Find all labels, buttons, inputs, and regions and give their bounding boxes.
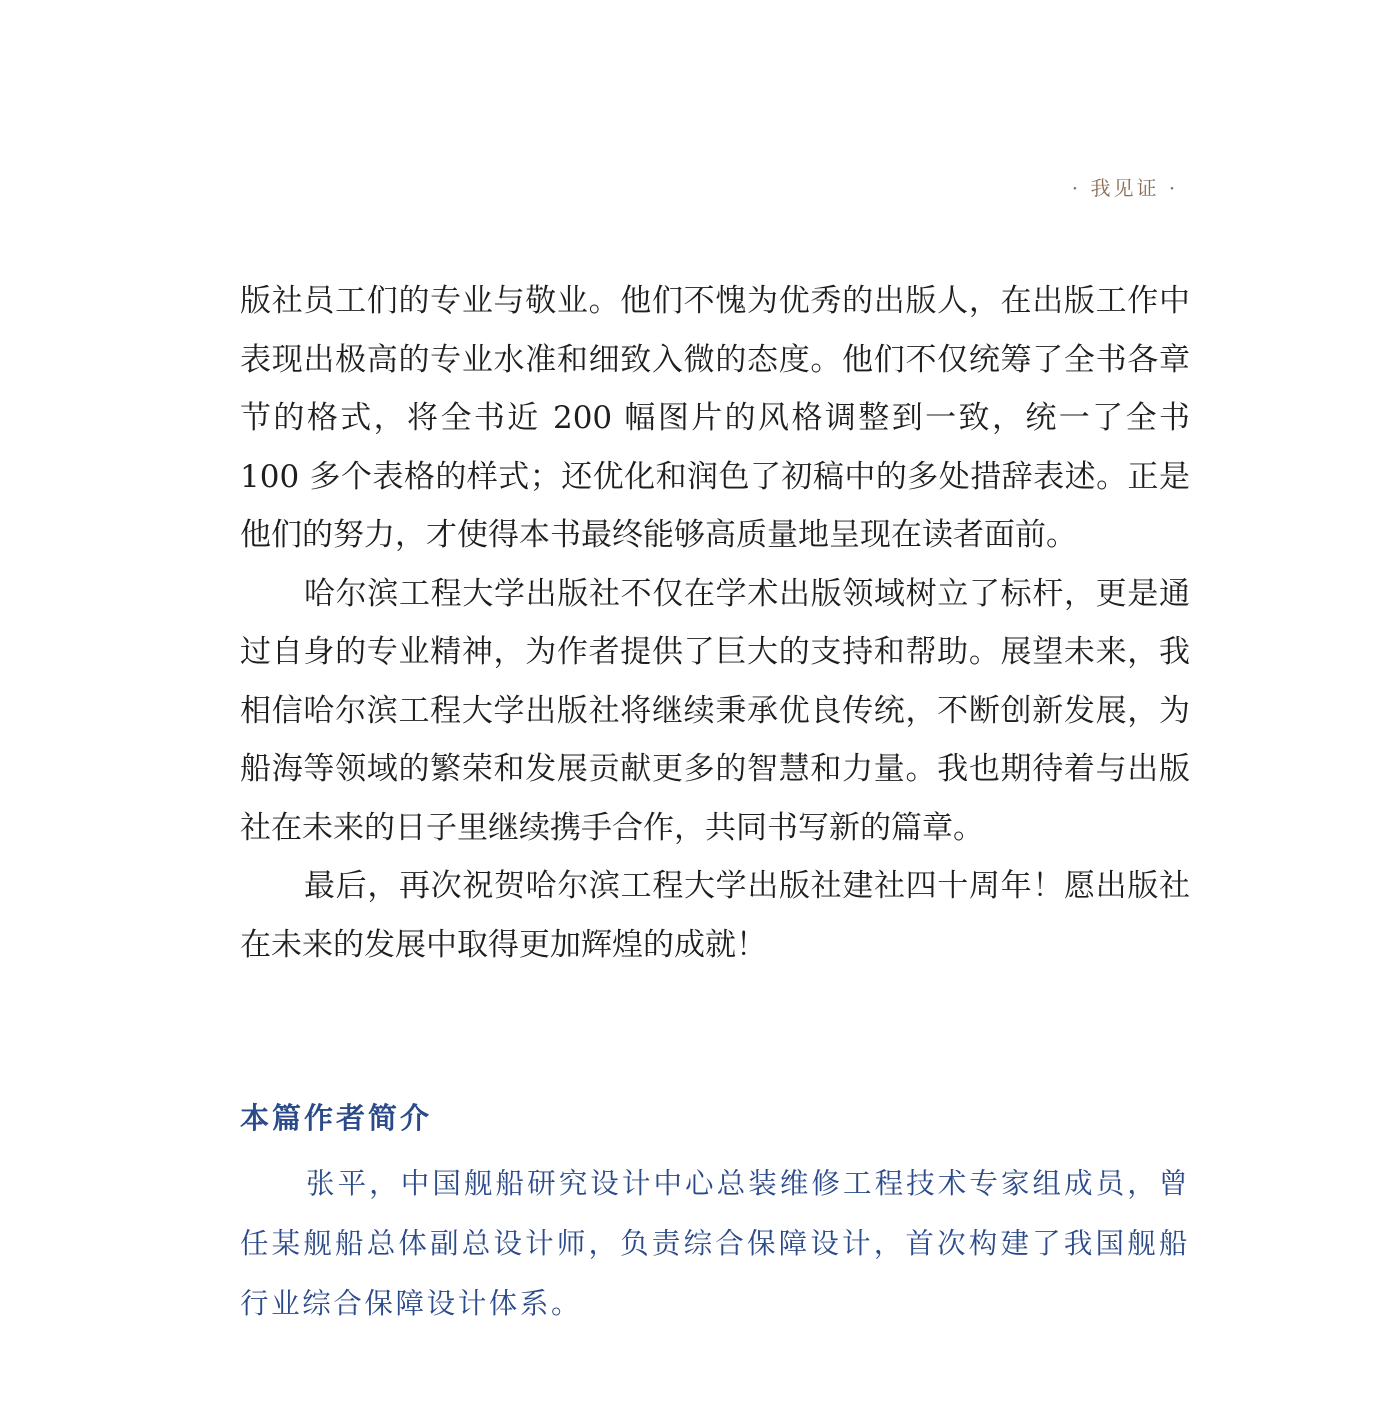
author-bio-heading: 本篇作者简介 — [240, 1101, 433, 1135]
paragraph-closing: 最后，再次祝贺哈尔滨工程大学出版社建社四十周年！愿出版社在未来的发展中取得更加辉煌的成就！ — [240, 868, 1190, 963]
paragraph-outlook: 哈尔滨工程大学出版社不仅在学术出版领域树立了标杆，更是通过自身的专业精神，为作者提供了巨大的支持和帮助。展望未来，我相信哈尔滨工程大学出版社将继续秉承优良传统，不断创新发展，为船海等领域的繁荣和发展贡献更多的智慧和力量。我也期待着与出版社在未来的日子里继续携手合作，共同书写新的篇章。 — [240, 575, 1190, 846]
article-body — [240, 272, 1190, 974]
running-head: · 我见证 · — [1071, 176, 1179, 200]
paragraph-continued: 版社员工们的专业与敬业。他们不愧为优秀的出版人，在出版工作中表现出极高的专业水准和细致入微的态度。他们不仅统筹了全书各章节的格式，将全书近 200 幅图片的风格调整到一致，统一了全书 100 多个表格的样式；还优化和润色了初稿中的多处措辞表述。正是他们的努力，才使得本书最终能够高质量地呈现在读者面前。 — [240, 283, 1190, 553]
author-bio-text: 张平，中国舰船研究设计中心总装维修工程技术专家组成员，曾任某舰船总体副总设计师，负责综合保障设计，首次构建了我国舰船行业综合保障设计体系。 — [240, 1167, 1190, 1320]
